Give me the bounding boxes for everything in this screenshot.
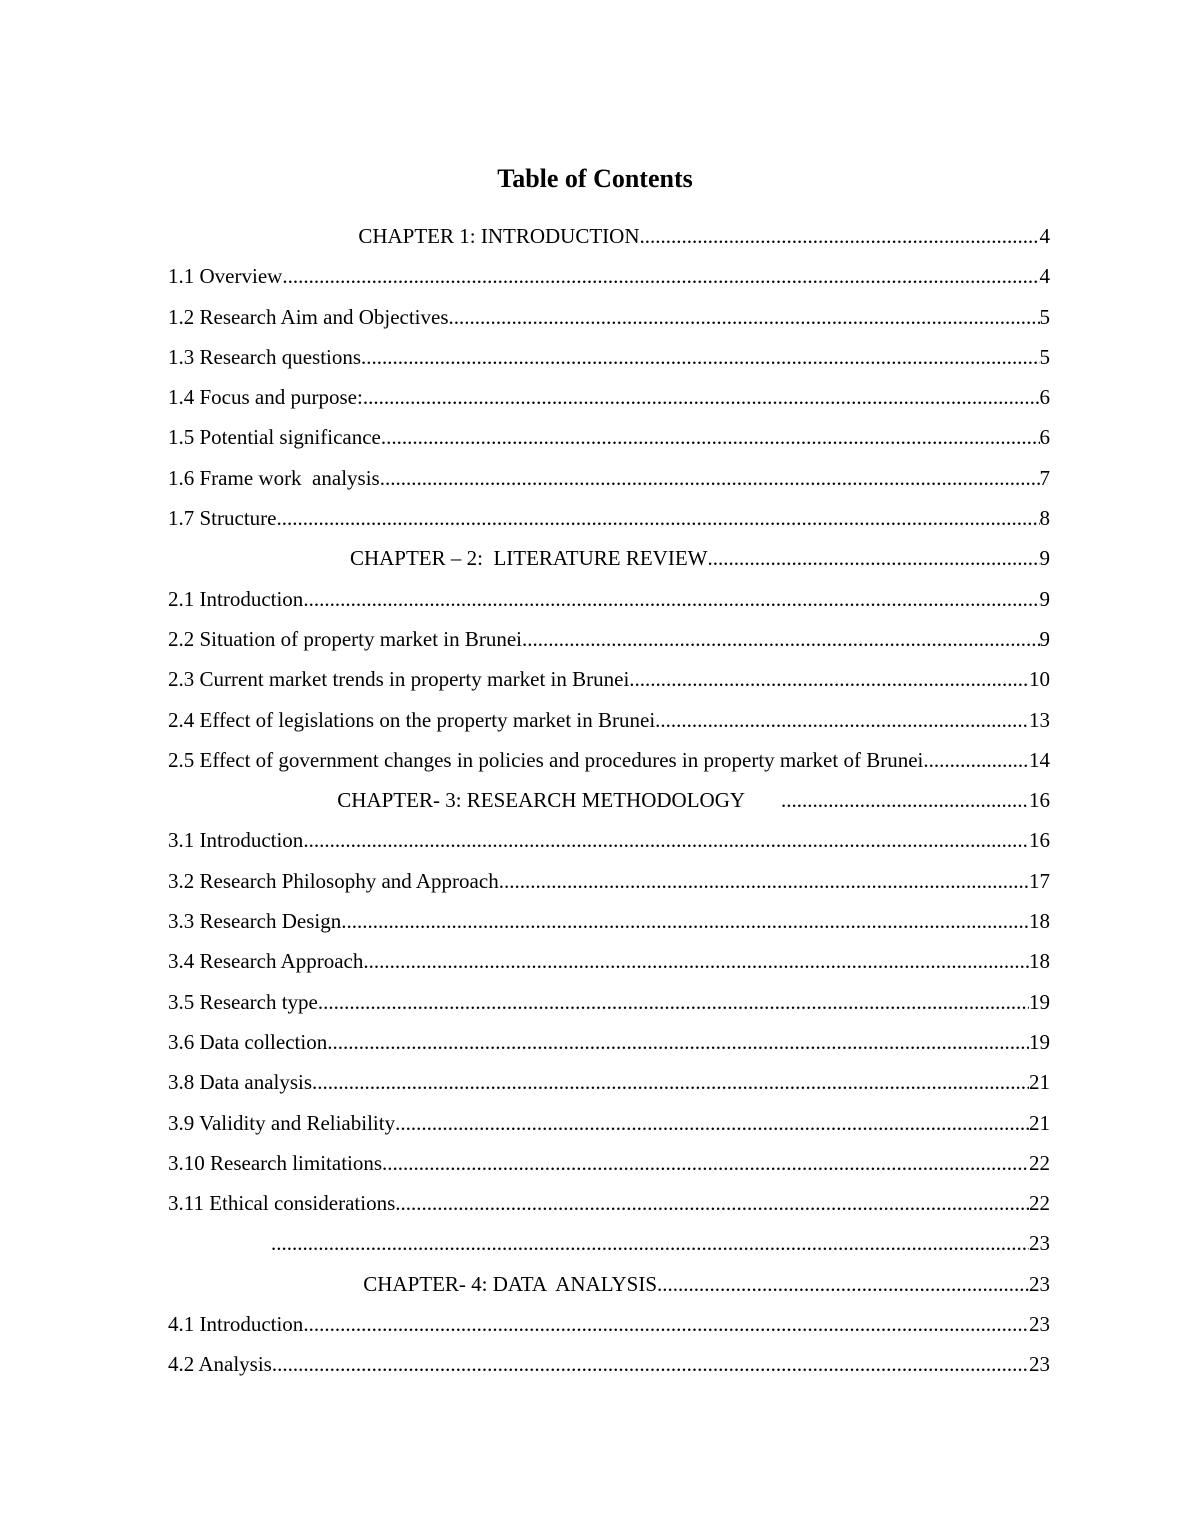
toc-entry-2-3[interactable] xyxy=(168,663,1050,703)
toc-entry-label: 1.2 Research Aim and Objectives xyxy=(168,304,449,329)
toc-leader-dots xyxy=(499,865,1029,897)
toc-entry-page: 4 xyxy=(1039,224,1050,248)
toc-entry-page: 23 xyxy=(1029,1271,1050,1296)
toc-entry-label: 1.1 Overview xyxy=(168,264,283,289)
toc-entry-3-3[interactable] xyxy=(168,905,1050,945)
toc-entry-label: CHAPTER – 2: LITERATURE REVIEW xyxy=(349,546,708,571)
toc-leader-dots xyxy=(271,1227,1029,1259)
toc-leader-dots xyxy=(381,421,1040,453)
toc-entry-label: 3.2 Research Philosophy and Approach xyxy=(168,868,499,893)
toc-entry-page: 10 xyxy=(1029,667,1050,692)
toc-title: Table of Contents xyxy=(497,164,693,193)
toc-entry-4-2[interactable] xyxy=(168,1348,1050,1388)
toc-entry-label: 1.3 Research questions xyxy=(168,344,362,369)
toc-entry-page: 21 xyxy=(1029,1070,1050,1095)
toc-entry-label: 2.5 Effect of government changes in policies and procedures in property market of Brunei xyxy=(168,747,924,772)
toc-leader-dots xyxy=(629,663,1029,695)
toc-entry-1-2[interactable] xyxy=(168,301,1050,341)
toc-entry-page: 22 xyxy=(1029,1191,1050,1216)
toc-entry-empty[interactable] xyxy=(168,1227,1050,1267)
toc-entry-1-1[interactable] xyxy=(168,260,1050,300)
toc-entry-3-4[interactable] xyxy=(168,945,1050,985)
toc-leader-dots xyxy=(282,260,1039,292)
toc-entry-page: 18 xyxy=(1029,909,1050,934)
toc-entry-label: 2.4 Effect of legislations on the property market in Brunei xyxy=(168,707,656,732)
toc-leader-dots xyxy=(327,1026,1029,1058)
table-of-contents xyxy=(168,220,1050,1389)
toc-entry-page: 5 xyxy=(1039,344,1050,369)
toc-leader-dots xyxy=(781,784,1029,816)
toc-entry-1-4[interactable] xyxy=(168,381,1050,421)
toc-entry-label: 3.9 Validity and Reliability xyxy=(168,1110,396,1135)
toc-entry-label: 1.5 Potential significance xyxy=(168,425,381,450)
toc-leader-dots xyxy=(363,381,1040,413)
toc-entry-3-11[interactable] xyxy=(168,1187,1050,1227)
toc-entry-1-3[interactable] xyxy=(168,341,1050,381)
toc-entry-label: 2.1 Introduction xyxy=(168,586,304,611)
toc-entry-page: 19 xyxy=(1029,1029,1050,1054)
toc-entry-page: 8 xyxy=(1039,506,1050,531)
toc-leader-dots xyxy=(303,1308,1029,1340)
toc-leader-dots xyxy=(395,1107,1029,1139)
toc-leader-dots xyxy=(303,824,1029,856)
toc-entry-3-2[interactable] xyxy=(168,865,1050,905)
toc-entry-label: 3.6 Data collection xyxy=(168,1029,328,1054)
toc-entry-page: 19 xyxy=(1029,989,1050,1014)
toc-entry-1-7[interactable] xyxy=(168,502,1050,542)
toc-entry-page: 5 xyxy=(1039,304,1050,329)
toc-entry-label: 2.3 Current market trends in property market in Brunei xyxy=(168,667,630,692)
toc-entry-chapter-3[interactable] xyxy=(168,784,1050,824)
toc-entry-page: 23 xyxy=(1029,1312,1050,1337)
toc-entry-label: 3.10 Research limitations xyxy=(168,1150,383,1175)
toc-entry-3-9[interactable] xyxy=(168,1107,1050,1147)
toc-entry-1-5[interactable] xyxy=(168,421,1050,461)
toc-entry-3-6[interactable] xyxy=(168,1026,1050,1066)
toc-entry-3-1[interactable] xyxy=(168,824,1050,864)
toc-leader-dots xyxy=(361,341,1039,373)
toc-entry-page: 22 xyxy=(1029,1150,1050,1175)
toc-entry-3-5[interactable] xyxy=(168,986,1050,1026)
toc-leader-dots xyxy=(318,986,1029,1018)
toc-entry-label: 1.6 Frame work analysis xyxy=(168,465,380,490)
toc-entry-chapter-1[interactable] xyxy=(168,220,1050,260)
toc-leader-dots xyxy=(657,1268,1029,1300)
toc-entry-4-1[interactable] xyxy=(168,1308,1050,1348)
toc-leader-dots xyxy=(303,583,1039,615)
toc-entry-page: 9 xyxy=(1039,586,1050,611)
toc-leader-dots xyxy=(382,1147,1029,1179)
toc-entry-label: 3.3 Research Design xyxy=(168,909,342,934)
toc-entry-label: 3.4 Research Approach xyxy=(168,949,364,974)
toc-leader-dots xyxy=(341,905,1029,937)
toc-entry-page: 16 xyxy=(1029,828,1050,853)
toc-entry-page: 23 xyxy=(1029,1231,1050,1256)
toc-entry-label: 3.8 Data analysis xyxy=(168,1070,313,1095)
toc-leader-dots xyxy=(363,945,1029,977)
toc-entry-label: 2.2 Situation of property market in Brunei xyxy=(168,626,523,651)
toc-entry-page: 6 xyxy=(1039,385,1050,410)
toc-leader-dots xyxy=(272,1348,1029,1380)
toc-entry-3-8[interactable] xyxy=(168,1066,1050,1106)
toc-entry-page: 18 xyxy=(1029,949,1050,974)
toc-entry-label: 1.4 Focus and purpose: xyxy=(168,385,363,410)
toc-entry-3-10[interactable] xyxy=(168,1147,1050,1187)
toc-leader-dots xyxy=(923,744,1029,776)
toc-entry-2-4[interactable] xyxy=(168,704,1050,744)
toc-entry-chapter-4[interactable] xyxy=(168,1268,1050,1308)
toc-entry-label: 1.7 Structure xyxy=(168,506,277,531)
toc-entry-label: 3.11 Ethical considerations xyxy=(168,1191,396,1216)
toc-leader-dots xyxy=(655,704,1029,736)
toc-entry-page: 4 xyxy=(1039,264,1050,289)
toc-leader-dots xyxy=(276,502,1039,534)
toc-leader-dots xyxy=(395,1187,1029,1219)
toc-entry-page: 17 xyxy=(1029,868,1050,893)
toc-entry-2-2[interactable] xyxy=(168,623,1050,663)
toc-leader-dots xyxy=(522,623,1039,655)
toc-entry-page: 13 xyxy=(1029,707,1050,732)
toc-entry-2-1[interactable] xyxy=(168,583,1050,623)
toc-entry-label: 4.2 Analysis xyxy=(168,1352,272,1377)
toc-leader-dots xyxy=(380,462,1040,494)
toc-leader-dots xyxy=(640,220,1040,252)
toc-entry-page: 7 xyxy=(1039,465,1050,490)
toc-entry-page: 16 xyxy=(1029,788,1050,813)
toc-entry-label: 3.1 Introduction xyxy=(168,828,304,853)
toc-entry-page: 23 xyxy=(1029,1352,1050,1377)
toc-entry-page: 14 xyxy=(1029,747,1050,772)
toc-entry-1-6[interactable] xyxy=(168,462,1050,502)
toc-entry-label: CHAPTER- 3: RESEARCH METHODOLOGY xyxy=(337,788,781,813)
toc-entry-page: 9 xyxy=(1039,546,1050,571)
toc-entry-page: 21 xyxy=(1029,1110,1050,1135)
toc-leader-dots xyxy=(312,1066,1029,1098)
toc-entry-2-5[interactable] xyxy=(168,744,1050,784)
toc-leader-dots xyxy=(708,542,1040,574)
toc-leader-dots xyxy=(449,301,1040,333)
toc-entry-label: 4.1 Introduction xyxy=(168,1312,304,1337)
toc-entry-page: 9 xyxy=(1039,626,1050,651)
toc-entry-label: 3.5 Research type xyxy=(168,989,318,1014)
toc-entry-label: CHAPTER- 4: DATA ANALYSIS xyxy=(363,1271,657,1296)
toc-entry-chapter-2[interactable] xyxy=(168,542,1050,582)
toc-entry-page: 6 xyxy=(1039,425,1050,450)
toc-entry-label: CHAPTER 1: INTRODUCTION xyxy=(358,224,640,248)
